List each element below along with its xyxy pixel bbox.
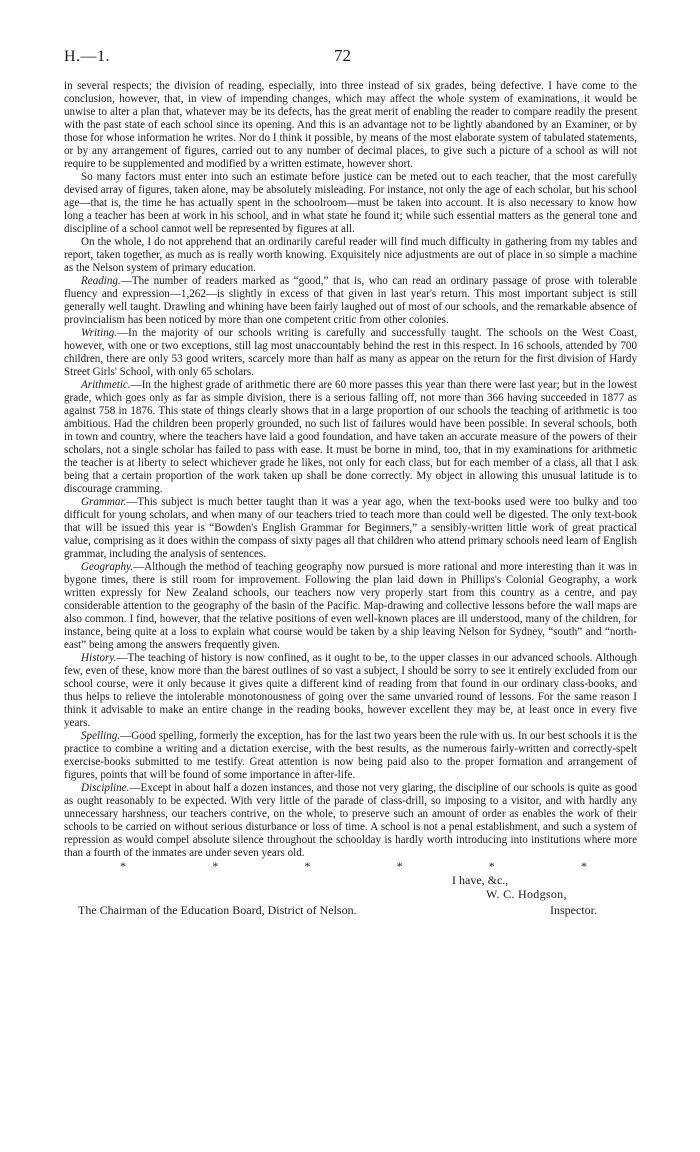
addressee: The Chairman of the Education Board, District of Nelson. <box>78 903 357 917</box>
paragraph-geography: Geography.—Although the method of teaching geography now pursued is more rational and more interesting than it was in bygone times, there is still room for improvement. Following the plan laid down in Phillips's Colonial Geography, a work written expressly for New Zealand schools, our teachers now very properly start from this country as a centre, and pay considerable attention to the geography of the basin of the Pacific. Map-drawing and collective lessons before the wall maps are also common. I find, however, that the relative positions of even well-known places are ill understood, many of the children, for instance, being quite at a loss to explain what course would be taken by a ship leaving Nelson for Sydney, “south” and “north-east” being among the answers frequently given. <box>64 561 637 651</box>
paragraph-history: History.—The teaching of history is now confined, as it ought to be, to the upper classes in our advanced schools. Although few, even of these, know more than the barest outlines of so vast a subject, I should be sorry to see it entirely excluded from our school course, were it only because it gives quite a different kind of reading from that found in our ordinary class-books, and thus helps to relieve the intolerable monotonousness of going over the same unvaried round of lessons. For the same reason I think it advisable to make an entire change in the reading books, however excellent they may be, at least once in every five years. <box>64 652 637 729</box>
section-lead: Grammar. <box>81 496 127 508</box>
section-lead: Writing. <box>81 327 118 339</box>
closing: I have, &c., <box>452 873 509 887</box>
paragraph-reading: Reading.—The number of readers marked as “good,” that is, who can read an ordinary passage of prose with tolerable fluency and expression—1,262—is slightly in excess of that given in last year's return. This most important subject is still generally well taught. Drawling and whining have been fairly laughed out of most of our schools, and the remarkable absence of provincialism has been noticed by more than one competent critic from other colonies. <box>64 275 637 326</box>
asterisk: * <box>580 859 587 873</box>
asterisk: * <box>304 859 311 873</box>
signature-block <box>64 872 637 928</box>
asterisk: * <box>396 859 403 873</box>
page-number: 72 <box>334 46 351 65</box>
asterisk: * <box>120 859 126 873</box>
paragraph-spelling: Spelling.—Good spelling, formerly the exception, has for the last two years been the rule with us. In our best schools it is the practice to combine a writing and a dictation exercise, with the best results, as the numerous fairly-written and correctly-spelt exercise-books submitted to me testify. Great attention is now being paid also to the proper formation and arrangement of figures, points that will be found of some importance in after-life. <box>64 730 637 781</box>
section-lead: Reading. <box>81 275 121 287</box>
paragraph-writing: Writing.—In the majority of our schools writing is carefully and successfully taught. The schools on the West Coast, however, with one or two exceptions, still lag most unaccountably behind the rest in this respect. In 16 schools, attended by 700 children, there are only 53 good writers, scarcely more than half as many as appear on the return for the first division of Hardy Street Girls' School, with only 65 scholars. <box>64 327 637 378</box>
section-lead: History. <box>81 652 117 664</box>
paragraph-discipline: Discipline.—Except in about half a dozen instances, and those not very glaring, the discipline of our schools is quite as good as ought reasonably to be expected. With very little of the parade of class-drill, so imposing to a visitor, and with hardly any unnecessary harshness, our teachers contrive, on the whole, to preserve such an amount of order as enables the work of their schools to be carried on without serious disturbance or loss of time. A school is not a penal establishment, and such a system of repression as would compel absolute silence throughout the schoolday is hardly worth introducing into institutions where more than a fourth of the inmates are under seven years old. <box>64 782 637 859</box>
paragraph: So many factors must enter into such an estimate before justice can be meted out to each teacher, that the most carefully devised array of figures, taken alone, may be absolutely misleading. For instance, not only the age of each scholar, but his school age—that is, the time he has actually spent in the schoolroom—must be taken into account. It is also necessary to know how long a teacher has been at work in his school, and in what state he found it; while such essential matters as the general tone and discipline of a school cannot well be represented by figures at all. <box>64 171 637 235</box>
paragraph: On the whole, I do not apprehend that an ordinarily careful reader will find much difficulty in gathering from my tables and report, taken together, as much as is really worth knowing. Exquisitely nice adjustments are out of place in so simple a machine as the Nelson system of primary education. <box>64 236 637 274</box>
section-lead: Spelling. <box>81 730 121 742</box>
paragraph-grammar: Grammar.—This subject is much better taught than it was a year ago, when the text-books used were too bulky and too difficult for young scholars, and when many of our teachers tried to teach more than could well be digested. The only text-book that will be issued this year is “Bowden's English Grammar for Beginners,” a sensibly-written little work of great practical value, comprising as it does within the compass of sixty pages all that children who attend primary schools need learn of English grammar, including the analysis of sentences. <box>64 496 637 560</box>
document-reference: H.—1. <box>64 48 111 65</box>
signatory-title: Inspector. <box>550 903 597 917</box>
section-lead: Discipline. <box>81 782 130 794</box>
section-lead: Arithmetic. <box>81 379 131 391</box>
paragraph-arithmetic: Arithmetic.—In the highest grade of arithmetic there are 60 more passes this year than there were last year; but in the lowest grade, which goes only as far as simple division, there is a serious falling off, not more than 366 having succeeded in 1877 as against 758 in 1876. This state of things clearly shows that in a large proportion of our schools the teaching of arithmetic is too ambitious. Had the children been properly grounded, no such list of failures would have been possible. In several schools, both in town and country, where the teachers have laid a good foundation, and have taken an accurate measure of the powers of their scholars, not a single scholar has failed to pass with ease. It must be borne in mind, too, that in my examinations for arithmetic the teacher is at liberty to select whichever grade he likes, not only for each class, but for each member of a class, all that I ask being that a certain proportion of the work taken up shall be done correctly. My object in allowing this unusual latitude is to discourage cramming. <box>64 379 637 495</box>
asterisk: * <box>212 859 219 873</box>
asterisk: * <box>488 859 495 873</box>
asterisk-divider <box>64 860 637 872</box>
section-lead: Geography. <box>81 561 134 573</box>
report-body <box>64 80 637 928</box>
signatory-name: W. C. Hodgson, <box>486 887 567 901</box>
paragraph: in several respects; the division of reading, especially, into three instead of six grades, being defective. I have come to the conclusion, however, that, in view of impending changes, which may affect the whole system of examinations, it would be unwise to alter a plan that, whatever may be its defects, has the great merit of enabling the reader to compare readily the present with the past state of each school since its opening. And this is an advantage not to be lightly abandoned by an Examiner, or by those for whose information he writes. Nor do I think it possible, by means of the most elaborate system of tabulated statements, or by any arrangement of figures, carried out to any number of decimal places, to give such a picture of a school as will not require to be supplemented and modified by a written estimate, however short. <box>64 80 637 170</box>
